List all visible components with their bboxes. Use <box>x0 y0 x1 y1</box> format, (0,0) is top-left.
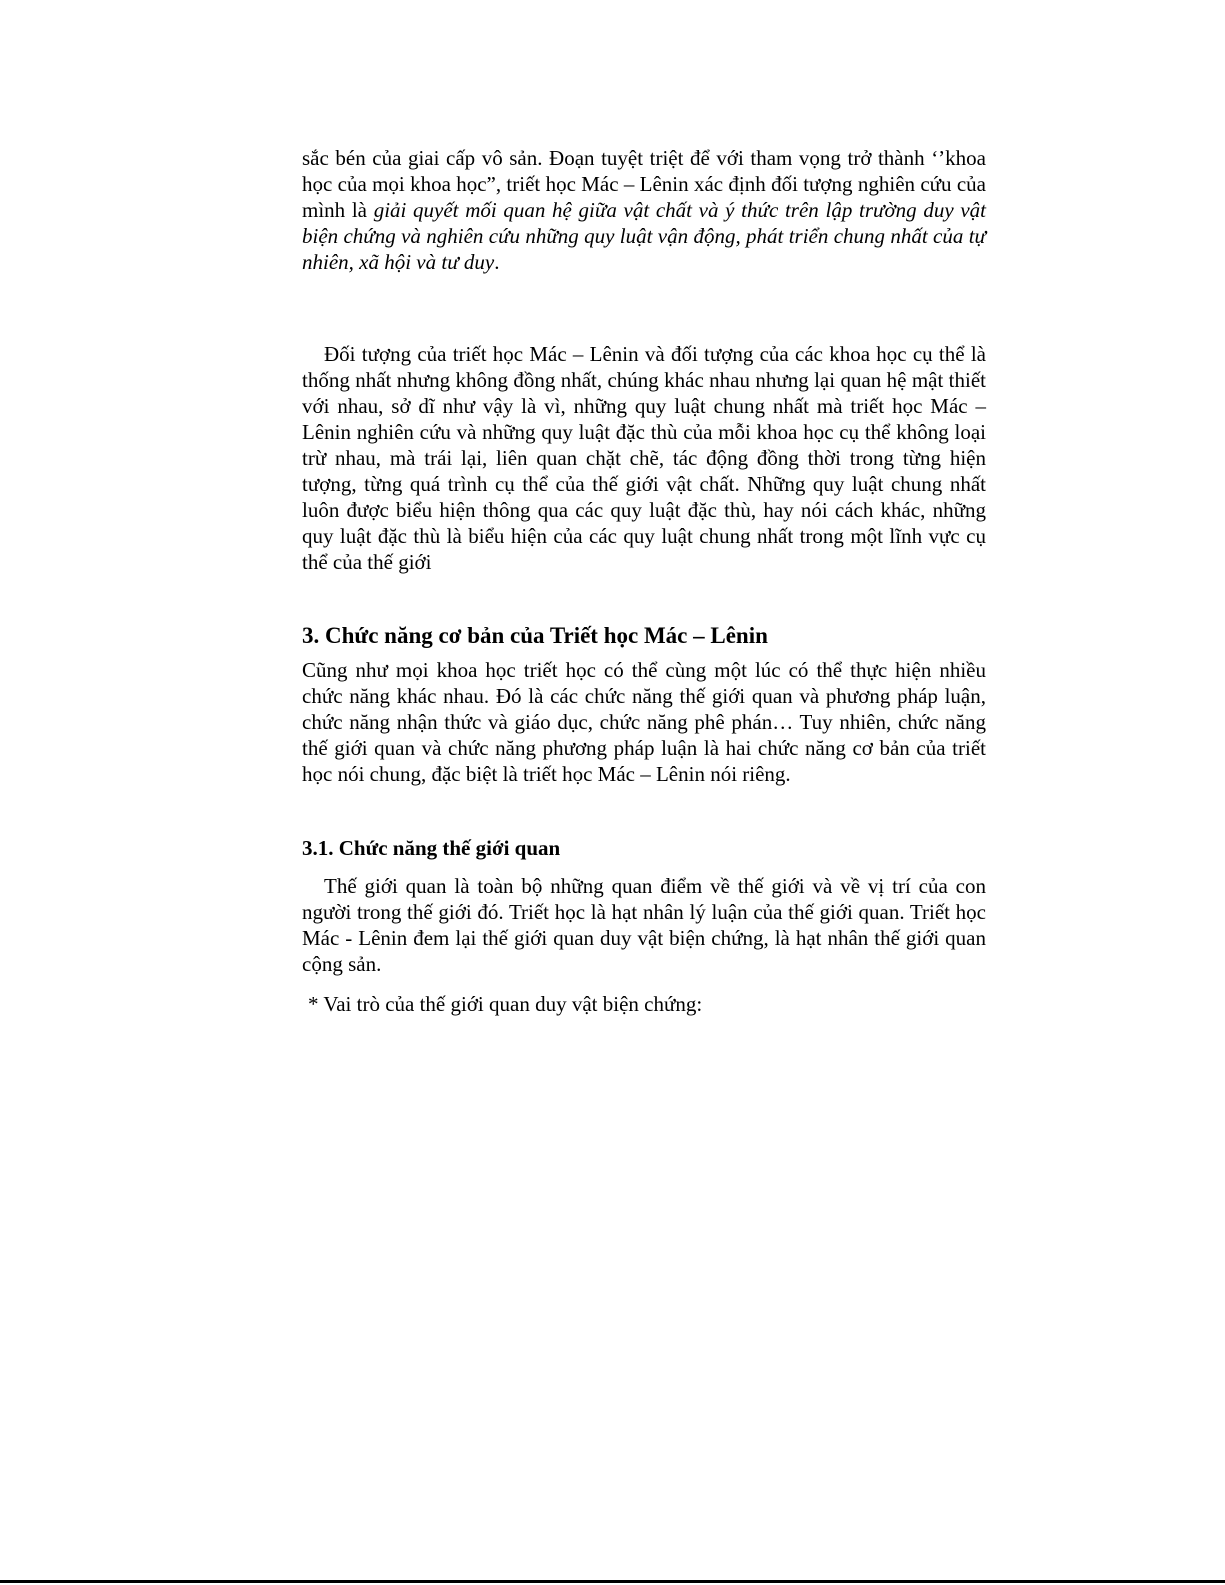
paragraph-end: . <box>494 250 500 274</box>
bullet-worldview-role: * Vai trò của thế giới quan duy vật biện chứng: <box>308 992 703 1016</box>
page-content <box>302 145 986 1017</box>
subsection-heading-worldview: 3.1. Chức năng thế giới quan <box>302 836 561 860</box>
paragraph-relationship-sciences: Đối tượng của triết học Mác – Lênin và đối tượng của các khoa học cụ thể là thống nhất nhưng không đồng nhất, chúng khác nhau nhưng lại quan hệ mật thiết với nhau, sở dĩ như vậy là vì, những quy luật chung nhất mà triết học Mác – Lênin nghiên cứu và những quy luật đặc thù của mỗi khoa học cụ thể không loại trừ nhau, mà trái lại, liên quan chặt chẽ, tác động đồng thời trong từng hiện tượng, từng quá trình cụ thể của thế giới vật chất. Những quy luật chung nhất luôn được biểu hiện thông qua các quy luật đặc thù, hay nói cách khác, những quy luật đặc thù là biểu hiện của các quy luật chung nhất trong một lĩnh vực cụ thể của thế giới <box>302 342 986 574</box>
paragraph-functions-intro: Cũng như mọi khoa học triết học có thể cùng một lúc có thể thực hiện nhiều chức năng khác nhau. Đó là các chức năng thế giới quan và phương pháp luận, chức năng nhận thức và giáo dục, chức năng phê phán… Tuy nhiên, chức năng thế giới quan và chức năng phương pháp luận là hai chức năng cơ bản của triết học nói chung, đặc biệt là triết học Mác – Lênin nói riêng. <box>302 658 986 786</box>
italic-definition: giải quyết mối quan hệ giữa vật chất và ý thức trên lập trường duy vật biện chứng và nghiên cứu những quy luật vận động, phát triển chung nhất của tự nhiên, xã hội và tư duy <box>302 198 986 274</box>
page-bottom-border <box>0 1580 1225 1583</box>
paragraph-object-of-study <box>302 145 986 275</box>
paragraph-text: sắc bén của giai cấp vô sản. Đoạn tuyệt triệt để với tham vọng trở thành ‘’khoa học của mọi khoa học”, triết học Mác – Lênin xác định đối tượng nghiên cứu của mình là <box>302 146 986 222</box>
section-heading-functions: 3. Chức năng cơ bản của Triết học Mác – Lênin <box>302 623 768 648</box>
paragraph-worldview-definition: Thế giới quan là toàn bộ những quan điểm về thế giới và về vị trí của con người trong thế giới đó. Triết học là hạt nhân lý luận của thế giới quan. Triết học Mác - Lênin đem lại thế giới quan duy vật biện chứng, là hạt nhân thế giới quan cộng sản. <box>302 874 986 976</box>
